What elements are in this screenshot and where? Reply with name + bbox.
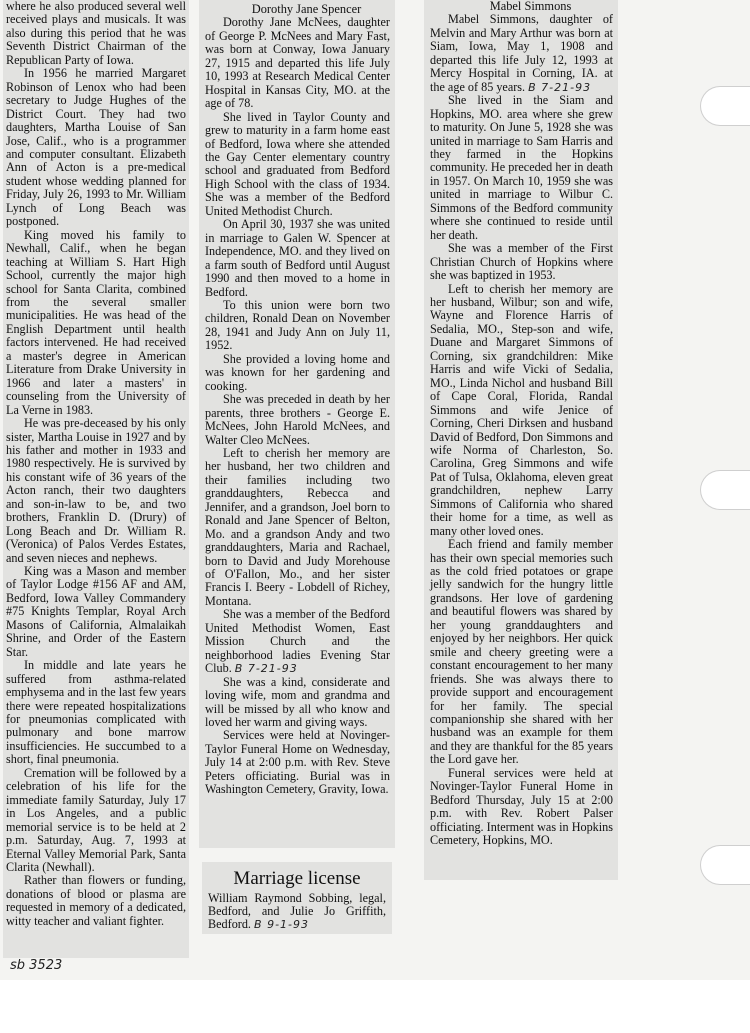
- paragraph: Each friend and family member has their own special memories such as the cold fried potatoes or grape jelly sandwich for the hungry little grandsons. Her love of gardening and beautiful flowers was shared by her young granddaughters and enjoyed by her neighbors. Her quick smile and cheery greeting were a constant encouragement to her many friends. She was always there to provide support and encouragement for her family. The special companionship she shared with her husband was an example for them and they are thankful for the 85 years the Lord gave her.: [430, 537, 613, 767]
- paragraph-text: She was a member of the Bedford United Methodist Women, East Mission Church and the neighborhood ladies Evening Star Club.: [205, 607, 390, 676]
- paragraph: Funeral services were held at Novinger-Taylor Funeral Home in Bedford Thursday, July 15 at 2:00 p.m. with Rev. Robert Palser officiating. Interment was in Hopkins Cemetery, Hopkins, MO.: [430, 765, 613, 848]
- handwritten-date-note: B 7-21-93: [234, 662, 298, 676]
- paragraph: King moved his family to Newhall, Calif., when he began teaching at William S. Hart High School, currently the major high school for Santa Clarita, combined from the several smaller municipalities. He was head of the English Department until health factors intervened. He had received a master's degree in American Literature from Drake University in 1966 and later a masters' in counseling from the University of La Verne in 1983.: [6, 227, 186, 417]
- paragraph: Left to cherish her memory are her husband, Wilbur; son and wife, Wayne and Florence Harris of Sedalia, MO., Step-son and wife, Duane and Margaret Simmons of Corning, six grandchildren: Mike Harris and wife Vicki of Sedalia, MO., Linda Nichol and husband Bill of Cape Coral, Florida, Randal Simmons and wife Jenice of Corning, Cheri Dirksen and husband David of Bedford, Don Simmons and wife Norma of Charleston, So. Carolina, Greg Simmons and wife Pat of Tulsa, Oklahoma, eleven great grandchildren, nephew Larry Simmons of California who shared their home for a time, as well as many other loved ones.: [430, 281, 613, 538]
- entry-text: William Raymond Sobbing, legal, Bedford, and Julie Jo Griffith, Bedford.: [208, 891, 386, 932]
- paragraph: Services were held at Novinger-Taylor Funeral Home on Wednesday, July 14 at 2:00 p.m. with Rev. Steve Peters officiating. Burial was in Washington Cemetery, Gravity, Iowa.: [205, 728, 390, 797]
- obituary-column-simmons: [424, 0, 618, 880]
- paragraph: She lived in Taylor County and grew to maturity in a farm home east of Bedford, Iowa where she attended the Gay Center elementary country school and graduated from Bedford High School with the class of 1934. She was a member of the Bedford United Methodist Church.: [205, 109, 390, 218]
- handwritten-archive-code: sb 3523: [10, 958, 63, 973]
- handwritten-date-note: B 7-21-93: [528, 80, 592, 94]
- paragraph: [205, 608, 390, 675]
- paragraph: To this union were born two children, Ronald Dean on November 28, 1941 and Judy Ann on July 11, 1952.: [205, 297, 390, 353]
- paragraph: She provided a loving home and was known for her gardening and cooking.: [205, 351, 390, 393]
- paragraph: She was preceded in death by her parents, three brothers - George E. McNees, John Harold McNees, and Walter Cleo McNees.: [205, 392, 390, 447]
- paragraph: On April 30, 1937 she was united in marriage to Galen W. Spencer at Independence, MO. and they lived on a farm south of Bedford until August 1990 and then moved to a home in Bedford.: [205, 217, 390, 299]
- paragraph-text: Mabel Simmons, daughter of Melvin and Mary Arthur was born at Siam, Iowa, May 1, 1908 and departed this life July 12, 1993 at Mercy Hospital in Corning, IA. at the age of 85 years.: [430, 12, 613, 94]
- paragraph: He was pre-deceased by his only sister, Martha Louise in 1927 and by his father and mother in 1933 and 1980 respectively. He is survived by his constant wife of 36 years of the Acton ranch, their two daughters and son-in-law to be, and two brothers, Franklin D. (Drury) of Long Beach and Dr. William R. (Veronica) of Palos Verdes Estates, and seven nieces and nephews.: [6, 416, 186, 565]
- paragraph: She lived in the Siam and Hopkins, MO. area where she grew to maturity. On June 5, 1928 she was united in marriage to Sam Harris and they farmed in the Hopkins community. He preceded her in death in 1957. On March 10, 1959 she was united in marriage to Wilbur C. Simmons of the Bedford community where she continued to reside until her death.: [430, 93, 613, 242]
- marriage-license-clipping: [202, 862, 392, 934]
- obituary-title: Dorothy Jane Spencer: [251, 2, 362, 16]
- binder-hole: [700, 86, 750, 126]
- obituary-column-spencer: [199, 0, 395, 848]
- handwritten-date-note: B 9-1-93: [254, 918, 310, 932]
- paragraph: In 1956 he married Margaret Robinson of Lenox who had been secretary to Judge Hughes of the District Court. They had two daughters, Martha Louise of San Jose, Calif., who is a programmer and computer consultant. Elizabeth Ann of Acton is a pre-medical student whose wedding planned for Friday, July 26, 1993 to Mr. William Lynch of Long Beach was postponed.: [6, 66, 186, 229]
- marriage-license-title: Marriage license: [233, 868, 361, 889]
- paragraph: where he also produced several well received plays and musicals. It was also during this period that he was Seventh District Chairman of the Republican Party of Iowa.: [6, 0, 186, 67]
- binder-hole: [700, 470, 750, 510]
- obituary-title: Mabel Simmons: [489, 0, 572, 13]
- paragraph: Left to cherish her memory are her husband, her two children and their families including two granddaughters, Rebecca and Jennifer, and a grandson, Joel born to Ronald and Jane Spencer of Belton, Mo. and a grandson Andy and two granddaughters, Maria and Rachael, born to David and Judy Morehouse of O'Fallon, Mo., and her sister Francis I. Beery - Lobdell of Richey, Montana.: [205, 445, 390, 608]
- paragraph: King was a Mason and member of Taylor Lodge #156 AF and AM, Bedford, Iowa Valley Commandery #75 Knights Templar, Royal Arch Masons of California, Almalaikah Shrine, and Order of the Eastern Star.: [6, 564, 186, 659]
- paragraph: In middle and late years he suffered from asthma-related emphysema and in the last few years there were repeated hospitalizations for pneumonias complicated with pulmonary and bone marrow insufficiencies. He succumbed to a short, final pneumonia.: [6, 658, 186, 767]
- obituary-column-king: [3, 0, 189, 958]
- paragraph: Cremation will be followed by a celebration of his life for the immediate family Saturday, July 17 in Los Angeles, and a public memorial service is to be held at 2 p.m. Saturday, Aug. 7, 1993 at Eternal Valley Memorial Park, Santa Clarita (Newhall).: [6, 765, 186, 874]
- marriage-license-entry: [208, 892, 386, 932]
- paragraph: Rather than flowers or funding, donations of blood or plasma are requested in memory of a dedicated, witty teacher and valiant fighter.: [6, 873, 186, 928]
- paragraph: Dorothy Jane McNees, daughter of George P. McNees and Mary Fast, was born at Conway, Iowa January 27, 1915 and departed this life July 10, 1993 at Research Medical Center Hospital in Kansas City, MO. at the age of 78.: [205, 15, 390, 111]
- paragraph: She was a member of the First Christian Church of Hopkins where she was baptized in 1953.: [430, 241, 613, 283]
- binder-hole: [700, 845, 750, 885]
- paragraph: [430, 13, 613, 94]
- paragraph: She was a kind, considerate and loving wife, mom and grandma and will be missed by all who know and loved her warm and giving ways.: [205, 674, 390, 730]
